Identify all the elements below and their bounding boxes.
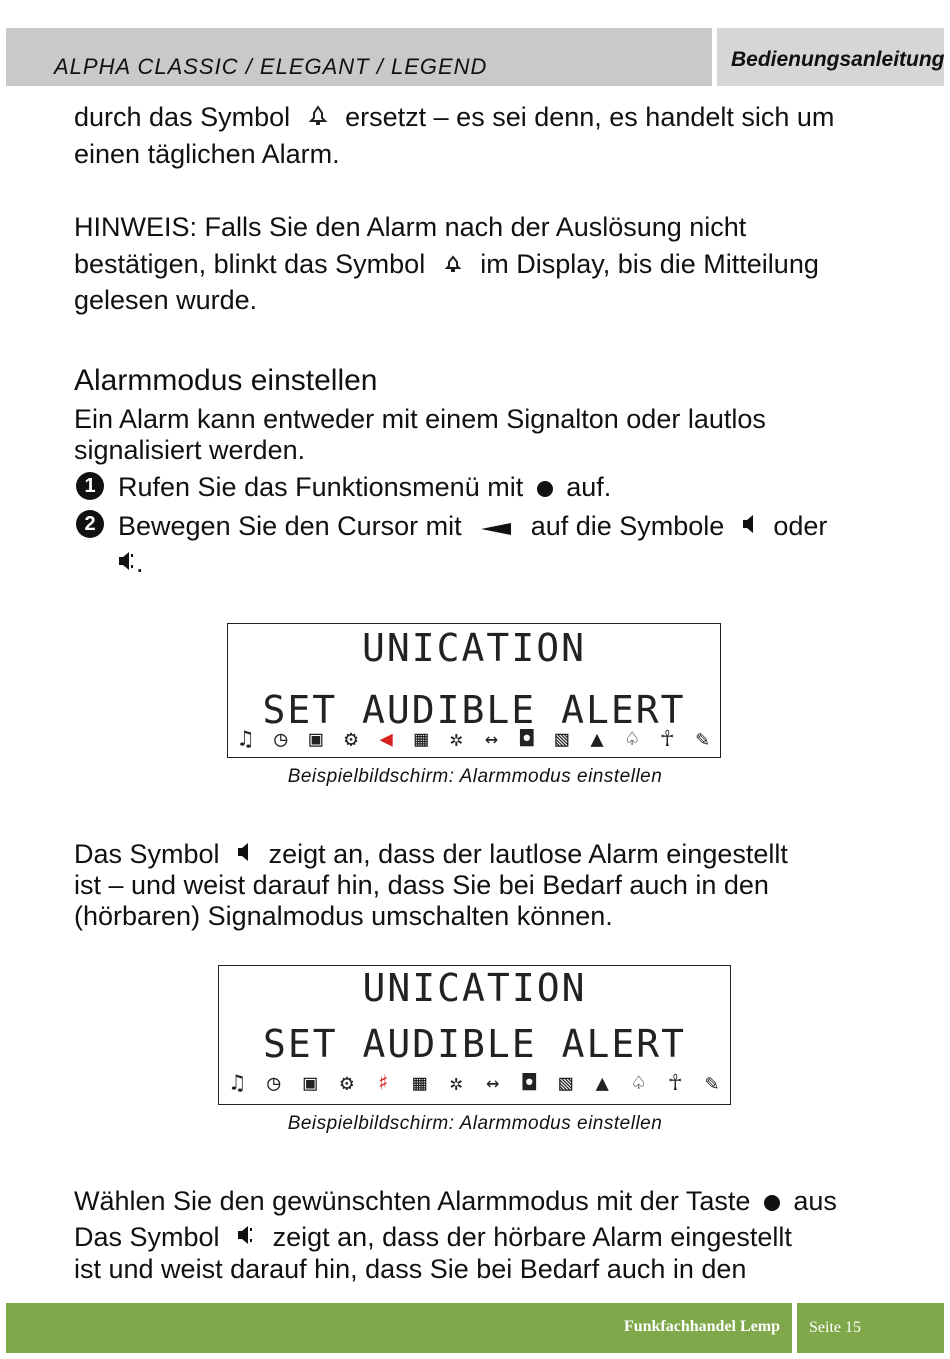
- text-fragment: Rufen Sie das Funktionsmenü mit: [118, 472, 524, 502]
- intro-line: Ein Alarm kann entweder mit einem Signalton oder lautlos: [74, 404, 766, 434]
- step-number-2: 2: [76, 510, 104, 538]
- intro-line: signalisiert werden.: [74, 435, 306, 465]
- header-right-box: [717, 28, 944, 86]
- text-fragment: Bewegen Sie den Cursor mit: [118, 511, 462, 541]
- middle-line: ist – und weist darauf hin, dass Sie bei Bedarf auch in den: [74, 870, 769, 900]
- step-number-1: 1: [76, 472, 104, 500]
- hint-line: HINWEIS: Falls Sie den Alarm nach der Auslösung nicht: [74, 212, 747, 242]
- text-fragment: oder: [773, 511, 828, 541]
- silent-alert-icon: [742, 512, 756, 543]
- hint-line: [74, 249, 819, 281]
- page-number: Seite 15: [809, 1319, 861, 1336]
- screen-symbol-icon: ♤: [625, 727, 639, 752]
- text-fragment: zeigt an, dass der lautlose Alarm eingestellt: [268, 839, 788, 869]
- pager-screen-2: [218, 965, 731, 1105]
- screen-icon-row: [228, 728, 720, 752]
- screen-symbol-icon: ♫: [238, 727, 253, 752]
- text-fragment: bestätigen, blinkt das Symbol: [74, 249, 426, 279]
- screen-symbol-icon: ⚙: [340, 1071, 354, 1096]
- screen-symbol-icon: ▣: [309, 727, 323, 752]
- screen-symbol-icon: ▣: [303, 1071, 317, 1096]
- screen-symbol-icon: ▲: [590, 727, 604, 752]
- text-fragment: .: [136, 548, 144, 578]
- screen-symbol-icon: ▲: [595, 1071, 609, 1096]
- middle-line: (hörbaren) Signalmodus umschalten können.: [74, 901, 613, 931]
- hint-line: gelesen wurde.: [74, 285, 258, 315]
- header-bar: [6, 28, 712, 86]
- text-fragment: Wählen Sie den gewünschten Alarmmodus mit der Taste: [74, 1186, 751, 1216]
- screen-line-2: SET AUDIBLE ALERT: [262, 688, 686, 732]
- footer-bar: [6, 1303, 792, 1353]
- bell-icon: [308, 103, 328, 134]
- screen-symbol-icon: ◘: [520, 727, 534, 752]
- screen-symbol-icon: ◷: [267, 1071, 281, 1096]
- screen-symbol-icon: ☥: [660, 727, 674, 752]
- pager-screen-1: [227, 623, 721, 758]
- screen-line-1: UNICATION: [362, 966, 587, 1010]
- screen-symbol-icon: ☥: [668, 1071, 682, 1096]
- audible-alert-icon: [118, 549, 136, 580]
- screen-symbol-icon: ♫: [230, 1071, 244, 1096]
- function-key-icon: [537, 481, 553, 497]
- screen-line-2: SET AUDIBLE ALERT: [263, 1022, 686, 1066]
- text-fragment: Das Symbol: [74, 1222, 220, 1252]
- step-2-cont: [118, 548, 144, 580]
- header-title: ALPHA CLASSIC / ELEGANT / LEGEND: [54, 54, 488, 79]
- screen-icon-row: [219, 1072, 730, 1096]
- screen-symbol-icon: ✲: [449, 727, 464, 752]
- screen-symbol-icon: ▧: [559, 1071, 573, 1096]
- text-fragment: auf.: [566, 472, 612, 502]
- screen-symbol-icon: ◘: [522, 1071, 536, 1096]
- screen-symbol-icon: ▦: [413, 1071, 427, 1096]
- text-fragment: durch das Symbol: [74, 102, 291, 132]
- paragraph-line: [74, 102, 834, 134]
- silent-alert-icon: [237, 840, 251, 871]
- text-fragment: Das Symbol: [74, 839, 220, 869]
- screen-symbol-icon: ◷: [274, 727, 288, 752]
- screen-symbol-icon: ▦: [414, 727, 428, 752]
- message-bell-icon: [443, 250, 463, 281]
- step-2: [118, 511, 827, 543]
- function-key-icon: [764, 1195, 780, 1211]
- bottom-line: [74, 1186, 837, 1217]
- figure-caption: Beispielbildschirm: Alarmmodus einstellen: [287, 766, 663, 787]
- paragraph-line: einen täglichen Alarm.: [74, 139, 340, 169]
- screen-symbol-icon: ✎: [705, 1071, 719, 1096]
- screen-symbol-icon: ♤: [632, 1071, 646, 1096]
- bottom-line: [74, 1222, 792, 1254]
- screen-line-1: UNICATION: [362, 626, 586, 670]
- header-manual-label: Bedienungsanleitung: [731, 48, 945, 71]
- text-fragment: im Display, bis die Mitteilung: [480, 249, 819, 279]
- bottom-line: ist und weist darauf hin, dass Sie bei Bedarf auch in den: [74, 1254, 747, 1284]
- left-arrow-key-icon: [479, 512, 513, 543]
- text-fragment: aus: [793, 1186, 837, 1216]
- screen-symbol-icon: ✲: [449, 1071, 463, 1096]
- audible-alert-icon: [237, 1223, 255, 1254]
- screen-symbol-icon: ⚙: [344, 727, 358, 752]
- text-fragment: zeigt an, dass der hörbare Alarm eingestellt: [272, 1222, 792, 1252]
- footer-page-box: [797, 1303, 944, 1353]
- screen-symbol-icon: ↔: [484, 727, 499, 752]
- text-fragment: auf die Symbole: [530, 511, 725, 541]
- section-heading: Alarmmodus einstellen: [74, 364, 378, 397]
- screen-symbol-icon: ▧: [555, 727, 569, 752]
- screen-symbol-icon: ◀: [379, 727, 393, 752]
- screen-symbol-icon: ↔: [486, 1071, 500, 1096]
- screen-symbol-icon: ♯: [376, 1071, 390, 1096]
- figure-caption: Beispielbildschirm: Alarmmodus einstellen: [287, 1113, 663, 1134]
- step-1: [118, 472, 611, 503]
- screen-symbol-icon: ✎: [695, 727, 710, 752]
- footer-company: Funkfachhandel Lemp: [623, 1318, 780, 1335]
- text-fragment: ersetzt – es sei denn, es handelt sich um: [345, 102, 835, 132]
- middle-line: [74, 839, 788, 871]
